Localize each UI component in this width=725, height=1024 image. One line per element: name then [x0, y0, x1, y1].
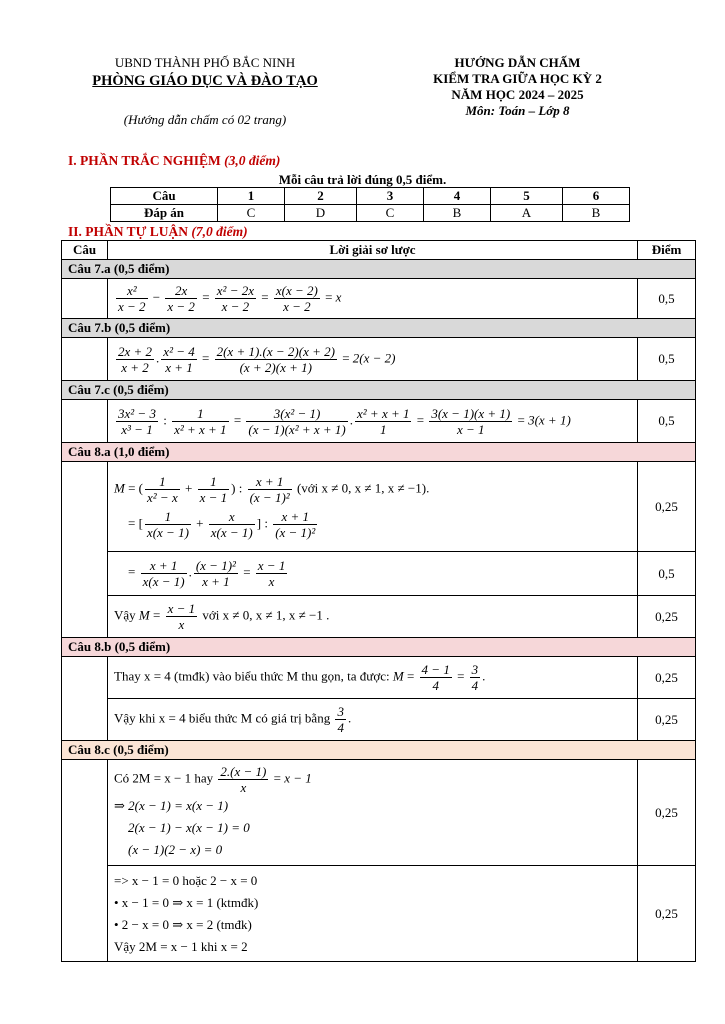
q8b-step1: Thay x = 4 (tmđk) vào biểu thức M thu gọn, ta được: M = $\frac{4 - 1}{4}$ = $\frac{3}{4}$ . — [108, 657, 638, 699]
q7b-score: 0,5 — [638, 338, 696, 381]
q7c-heading: Câu 7.c (0,5 điểm) — [62, 381, 696, 400]
q8c-heading: Câu 8.c (0,5 điểm) — [62, 741, 696, 760]
q8a-step1: M = ( $\frac{1}{\text{x² − x}}$ + $\frac{1}{x - 1}$ ) : $\frac{x + 1}{\text{(x − 1)²}}$ (với x ≠ 0, x ≠ 1, x ≠ −1). = [ $\frac{1}{x(x - 1)}$ + $\frac{x}{x(x - 1)}$ ] : $\frac{x + 1}{\text{(x − 1)²}}$ — [108, 462, 638, 552]
mc-q5: 5 — [490, 188, 562, 205]
q8c-score2: 0,25 — [638, 866, 696, 962]
mc-a2: D — [285, 205, 357, 222]
header-right — [405, 55, 630, 119]
multiple-choice-table — [110, 187, 630, 222]
subject: Môn: Toán – Lớp 8 — [465, 103, 570, 118]
q7b-solution: $\frac{2x + 2}{x + 2}$ . $\frac{\text{x² − 4}}{x + 1}$ = $\frac{2(x + 1).(x - 2)(x + 2)}{(x + 2)(x + 1)}$ = 2(x − 2) — [108, 338, 638, 381]
q8c-score1: 0,25 — [638, 760, 696, 866]
q8a-step3: Vậy M = $\frac{x - 1}{x}$ với x ≠ 0, x ≠ 1, x ≠ −1 . — [108, 596, 638, 638]
q7c-score: 0,5 — [638, 400, 696, 443]
q8c-step1: Có 2M = x − 1 hay $\frac{2.(x - 1)}{x}$ = x − 1 ⇒ 2(x − 1) = x(x − 1) 2(x − 1) − x(x − 1) = 0 (x − 1)(2 − x) = 0 — [108, 760, 638, 866]
mc-q6: 6 — [562, 188, 629, 205]
mc-q1: 1 — [218, 188, 285, 205]
q8a-score3: 0,25 — [638, 596, 696, 638]
part1-heading: I. PHẦN TRẮC NGHIỆM (3,0 điểm) — [68, 153, 281, 168]
mc-q3: 3 — [356, 188, 423, 205]
q8b-score1: 0,25 — [638, 657, 696, 699]
q7a-solution: $\frac{\text{x²}}{x - 2}$ − $\frac{2x}{x - 2}$ = $\frac{\text{x² − 2x}}{x - 2}$ = $\frac{x(x - 2)}{x - 2}$ = x — [108, 279, 638, 319]
mc-q2: 2 — [285, 188, 357, 205]
doc-title: HƯỚNG DẪN CHẤM — [454, 55, 581, 70]
office-name: PHÒNG GIÁO DỤC VÀ ĐÀO TẠO — [92, 73, 318, 89]
q7b-heading: Câu 7.b (0,5 điểm) — [62, 319, 696, 338]
q8a-heading: Câu 8.a (1,0 điểm) — [62, 443, 696, 462]
header-left — [70, 55, 340, 128]
exam-title: KIỂM TRA GIỮA HỌC KỲ 2 — [433, 71, 602, 86]
q8a-score2: 0,5 — [638, 552, 696, 596]
q8c-step2: => x − 1 = 0 hoặc 2 − x = 0 • x − 1 = 0 ⇒ x = 1 (ktmđk) • 2 − x = 0 ⇒ x = 2 (tmđk) Vậy 2M = x − 1 khi x = 2 — [108, 866, 638, 962]
q7c-solution: $\frac{\text{3x² − 3}}{\text{x³ − 1}}$ : $\frac{1}{\text{x² + x + 1}}$ = $\frac{\text{3(x² − 1)}}{\text{(x − 1)(x² + x + 1)}}$ . $\frac{\text{x² + x + 1}}{1}$ = $\frac{3(x - 1)(x + 1)}{x - 1}$ = 3(x + 1) — [108, 400, 638, 443]
part2-heading: II. PHẦN TỰ LUẬN (7,0 điểm) — [68, 224, 248, 239]
essay-table — [61, 240, 696, 962]
mc-q4: 4 — [423, 188, 490, 205]
mc-a4: B — [423, 205, 490, 222]
q7a-heading: Câu 7.a (0,5 điểm) — [62, 260, 696, 279]
q8b-score2: 0,25 — [638, 699, 696, 741]
school-year: NĂM HỌC 2024 – 2025 — [451, 87, 584, 102]
mc-a1: C — [218, 205, 285, 222]
mc-header-dapan: Đáp án — [111, 205, 218, 222]
page-count-note: (Hướng dẫn chấm có 02 trang) — [123, 112, 287, 127]
q8a-score1: 0,25 — [638, 462, 696, 552]
col-loigiai: Lời giải sơ lược — [108, 241, 638, 260]
mc-header-cau: Câu — [111, 188, 218, 205]
col-cau: Câu — [62, 241, 108, 260]
mc-a3: C — [356, 205, 423, 222]
mc-a6: B — [562, 205, 629, 222]
q8b-step2: Vậy khi x = 4 biểu thức M có giá trị bằng $\frac{3}{4}$ . — [108, 699, 638, 741]
part1-subtitle: Mỗi câu trả lời đúng 0,5 điểm. — [278, 172, 447, 187]
q7a-score: 0,5 — [638, 279, 696, 319]
q8a-step2: = $\frac{x + 1}{x(x - 1)}$ . $\frac{\text{(x − 1)²}}{x + 1}$ = $\frac{x - 1}{x}$ — [108, 552, 638, 596]
q8b-heading: Câu 8.b (0,5 điểm) — [62, 638, 696, 657]
department-name: UBND THÀNH PHỐ BẮC NINH — [114, 55, 296, 70]
mc-a5: A — [490, 205, 562, 222]
col-diem: Điểm — [638, 241, 696, 260]
